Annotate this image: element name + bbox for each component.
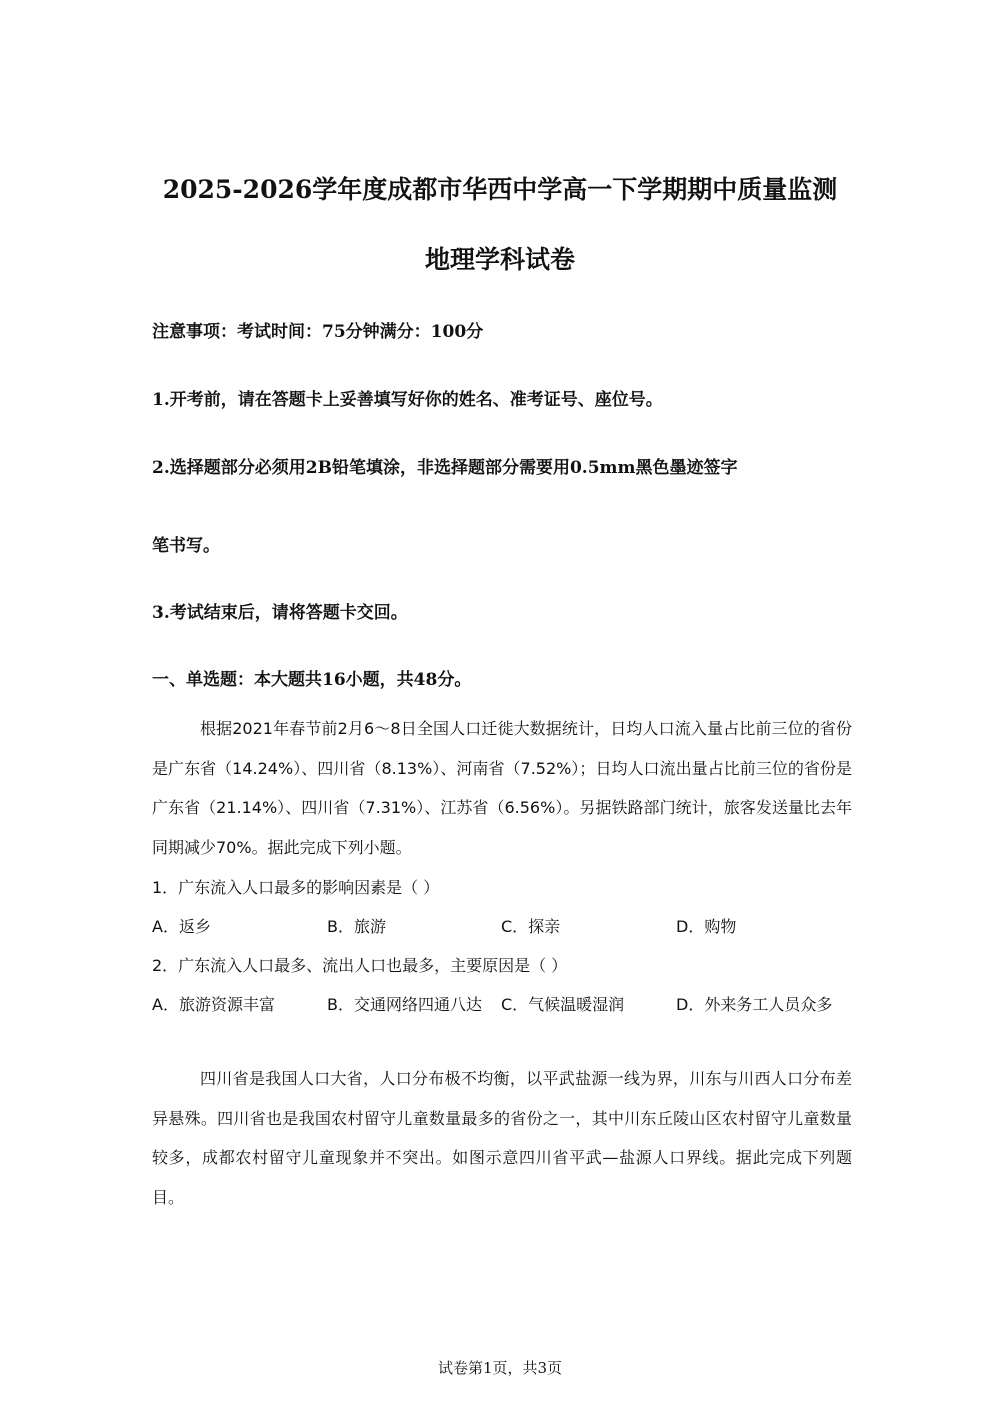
passage-1: 根据2021年春节前2月6～8日全国人口迁徙大数据统计，日均人口流入量占比前三位的省份是广东省（14.24%）、四川省（8.13%）、河南省（7.52%）；日均人口流出量占比前三位的省份是广东省（21.14%）、四川省（7.31%）、江苏省（6.56%）。另据铁路部门统计，旅客发送量比去年同期减少70%。据此完成下列小题。 [152,719,852,857]
question-2-option-c: C．气候温暖湿润 [501,995,625,1014]
question-1-stem: 1．广东流入人口最多的影响因素是（ ） [152,878,440,897]
question-1-option-b: B．旅游 [327,917,386,936]
question-2-option-b: B．交通网络四通八达 [327,995,482,1014]
notice-item-1: 1.开考前，请在答题卡上妥善填写好你的姓名、准考证号、座位号。 [152,390,663,410]
exam-title: 2025-2026学年度成都市华西中学高一下学期期中质量监测 [162,175,838,204]
notice-intro: 注意事项：考试时间：75分钟满分：100分 [152,322,484,342]
passage-2: 四川省是我国人口大省，人口分布极不均衡，以平武盐源一线为界，川东与川西人口分布差异悬殊。四川省也是我国农村留守儿童数量最多的省份之一，其中川东丘陵山区农村留守儿童数量较多，成都农村留守儿童现象并不突出。如图示意四川省平武—盐源人口界线。据此完成下列题目。 [152,1069,852,1207]
question-2-option-a: A．旅游资源丰富 [152,995,275,1014]
exam-subtitle: 地理学科试卷 [424,245,575,274]
question-1-option-a: A．返乡 [152,917,211,936]
section-heading: 一、单选题：本大题共16小题，共48分。 [152,670,472,690]
question-2-option-d: D．外来务工人员众多 [676,995,833,1014]
notice-item-2: 2.选择题部分必须用2B铅笔填涂，非选择题部分需要用0.5mm黑色墨迹签字 [152,458,738,478]
question-1-option-d: D．购物 [676,917,737,936]
page-footer: 试卷第1页，共3页 [437,1359,563,1377]
question-2-stem: 2．广东流入人口最多、流出人口也最多，主要原因是（ ） [152,956,568,975]
question-1-option-c: C．探亲 [501,917,561,936]
notice-item-2-continued: 笔书写。 [152,536,220,556]
notice-item-3: 3.考试结束后，请将答题卡交回。 [152,603,408,623]
